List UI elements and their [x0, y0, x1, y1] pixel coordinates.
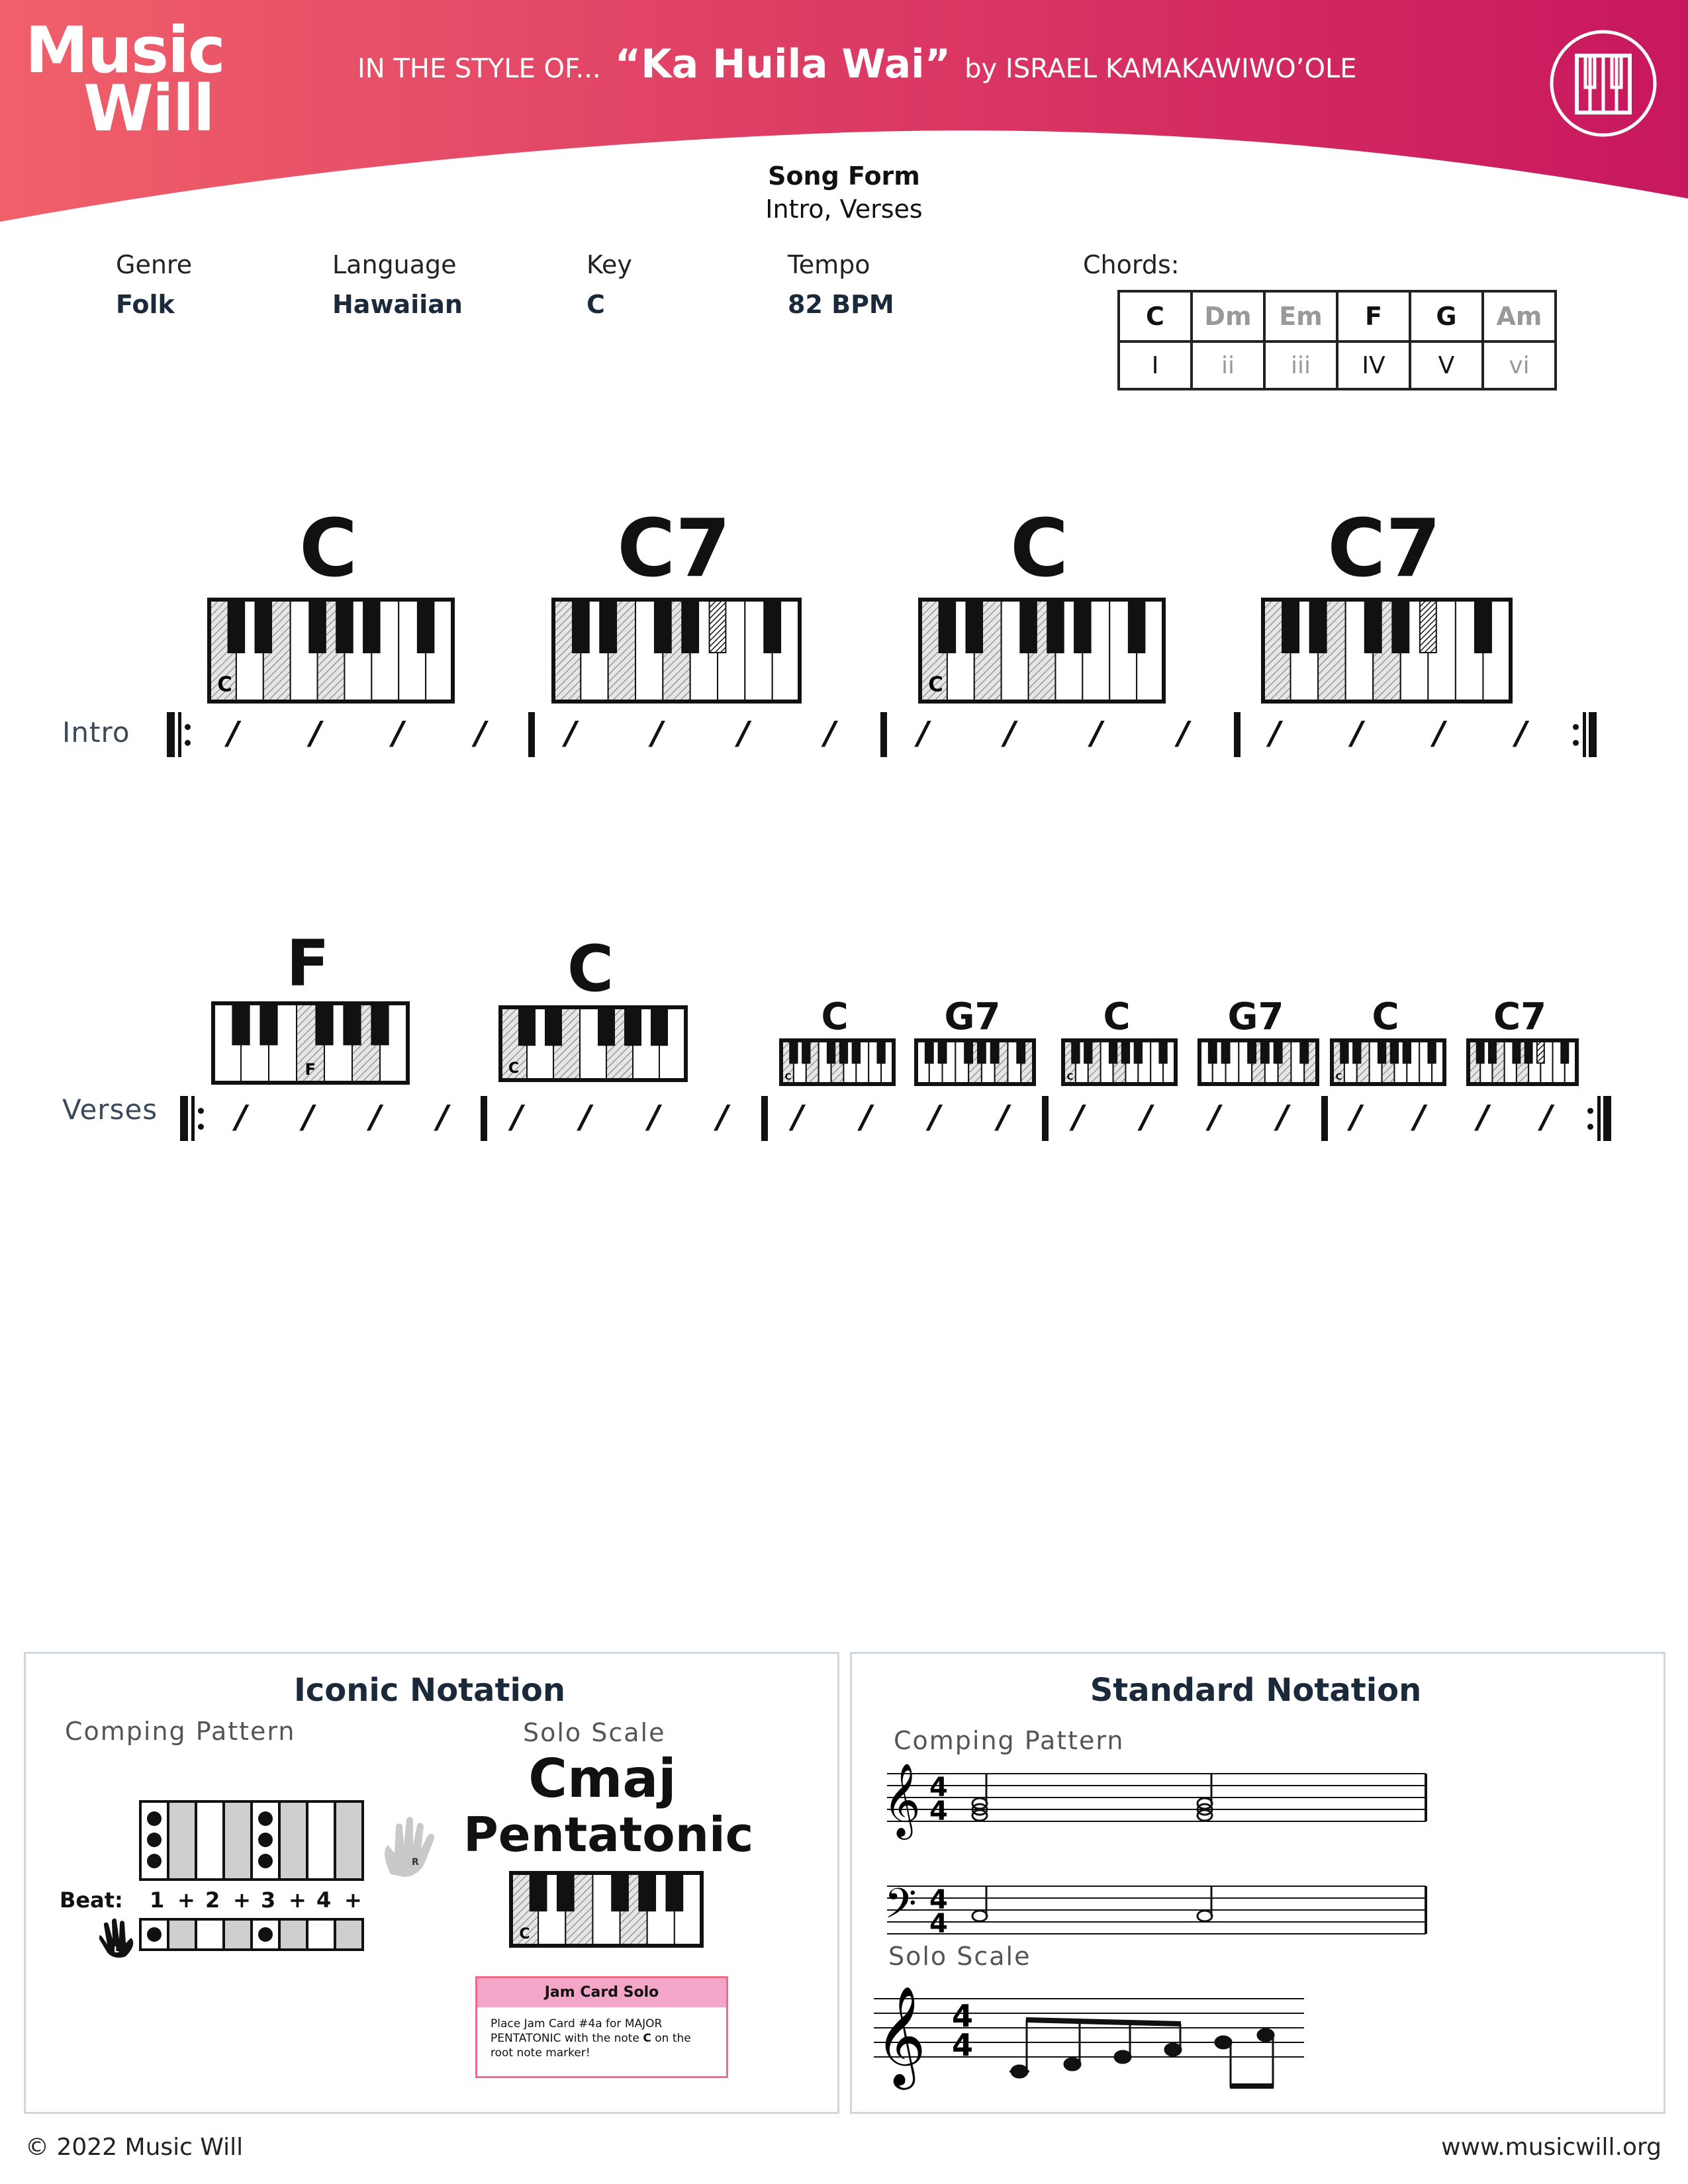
jam-text-2: PENTATONIC with the note — [491, 2032, 639, 2045]
jam-text-4: root note marker! — [491, 2046, 590, 2060]
black-key — [363, 600, 380, 653]
beat-slash: / — [1141, 1099, 1152, 1136]
root-note-label: F — [305, 1060, 316, 1079]
iconic-comping-label: Comping Pattern — [65, 1717, 296, 1746]
degree-cell: ii — [1192, 341, 1264, 389]
root-note-label: C — [519, 1926, 530, 1942]
black-key — [371, 1003, 388, 1044]
root-note-label: C — [1066, 1072, 1074, 1083]
beat-slash: / — [997, 1099, 1009, 1136]
note-dot — [147, 1854, 162, 1868]
jam-card-title: Jam Card Solo — [477, 1978, 726, 2007]
bass-clef-icon: 𝄢 — [884, 1879, 917, 1938]
black-key — [1420, 600, 1436, 653]
beat-count: 1 — [150, 1888, 165, 1913]
chords-label: Chords: — [1083, 250, 1180, 279]
scale-name-line1: Cmaj — [528, 1748, 677, 1809]
time-sig-top-bass: 4 — [929, 1885, 948, 1915]
left-hand-pattern — [139, 1918, 373, 1952]
tempo-label: Tempo — [788, 250, 870, 279]
artist-name: by ISRAEL KAMAKAWIWO’OLE — [964, 54, 1357, 84]
black-key — [573, 600, 589, 653]
beat-slash: / — [1515, 715, 1527, 752]
black-key — [1047, 600, 1064, 653]
beat-slash: / — [737, 715, 750, 752]
beat-slash: / — [1209, 1099, 1221, 1136]
chord-name: C — [1103, 995, 1131, 1038]
black-key — [1274, 1040, 1282, 1063]
keyboard-icon — [1549, 29, 1658, 138]
chord-name: C — [299, 503, 358, 595]
black-key — [710, 600, 726, 653]
info-genre — [116, 250, 192, 319]
root-note-label: C — [1335, 1072, 1342, 1083]
root-note-label: C — [784, 1072, 792, 1083]
black-key — [1428, 1040, 1435, 1063]
solo-time-top: 4 — [952, 1998, 974, 2034]
left-hand-letter: L — [114, 1945, 119, 1954]
note-dot — [258, 1927, 273, 1942]
black-key — [1525, 1040, 1532, 1063]
beat-slash: / — [648, 1099, 660, 1136]
black-key — [1248, 1040, 1256, 1063]
beat-slash: / — [929, 1099, 941, 1136]
chord-keyboard — [917, 597, 1166, 704]
black-key — [256, 600, 272, 653]
black-key — [545, 1007, 561, 1045]
chord-keyboard — [1466, 1038, 1579, 1087]
beat-slash: / — [511, 1099, 523, 1136]
copyright: © 2022 Music Will — [25, 2134, 244, 2161]
song-form-heading: Song Form — [768, 161, 920, 191]
beat-box — [335, 1801, 363, 1880]
root-note-label: C — [928, 672, 943, 697]
chord-keyboard — [508, 1870, 704, 1948]
chord-keyboard — [1260, 597, 1513, 704]
beat-box — [307, 1801, 335, 1880]
chord-keyboard — [1197, 1038, 1320, 1087]
beat-box — [279, 1801, 307, 1880]
beat-slash: / — [1177, 715, 1190, 752]
black-key — [1282, 600, 1299, 653]
degree-cell: V — [1410, 341, 1483, 389]
beat-count: + — [344, 1888, 362, 1913]
chord-name: G7 — [1227, 995, 1284, 1038]
black-key — [1159, 1040, 1166, 1063]
black-key — [1310, 600, 1327, 653]
barline — [1042, 1096, 1049, 1141]
root-note-label: C — [508, 1060, 520, 1077]
degree-cell: I — [1119, 341, 1192, 389]
beat-label: Beat: — [60, 1888, 123, 1913]
beat-box — [279, 1919, 307, 1950]
beat-slash: / — [392, 715, 404, 752]
song-title: “Ka Huila Wai” — [614, 41, 951, 87]
barline — [481, 1096, 487, 1141]
beat-slash: / — [1540, 1099, 1553, 1136]
jam-text-1: Place Jam Card #4a for MAJOR — [491, 2017, 663, 2030]
note-dot — [258, 1833, 273, 1847]
solo-scale-staff — [867, 1972, 1311, 2098]
chord-name: C — [1009, 503, 1069, 595]
black-key — [1403, 1040, 1411, 1063]
chord-keyboard — [1060, 1038, 1178, 1087]
beat-slash: / — [860, 1099, 872, 1136]
beat-count: + — [289, 1888, 306, 1913]
beat-slash: / — [1351, 715, 1363, 752]
black-key — [309, 600, 326, 653]
black-key — [344, 1003, 360, 1044]
beat-slash: / — [651, 715, 663, 752]
black-key — [939, 600, 956, 653]
black-key — [557, 1873, 574, 1911]
beat-box — [224, 1801, 252, 1880]
music-will-logo[interactable] — [25, 13, 224, 146]
logo-text-2: Will — [83, 71, 214, 146]
beat-slash: / — [227, 715, 240, 752]
genre-label: Genre — [116, 250, 193, 279]
beat-slash: / — [917, 715, 929, 752]
barline — [1234, 712, 1241, 757]
note-dot — [258, 1854, 273, 1868]
note-dot — [147, 1811, 162, 1826]
comping-staff — [874, 1760, 1443, 1939]
beat-slash: / — [1413, 1099, 1426, 1136]
info-language — [332, 250, 463, 319]
black-key — [1084, 1040, 1092, 1063]
beat-slash: / — [1277, 1099, 1289, 1136]
website-link[interactable]: www.musicwill.org — [1441, 2134, 1662, 2161]
black-key — [978, 1040, 986, 1063]
beat-slash: / — [303, 1099, 314, 1136]
scale-notes — [1009, 2020, 1274, 2087]
beat-slash: / — [1350, 1099, 1362, 1136]
beat-count: 2 — [205, 1888, 220, 1913]
black-key — [1129, 600, 1145, 653]
black-key — [625, 1007, 641, 1045]
black-key — [1340, 1040, 1348, 1063]
black-key — [336, 600, 353, 653]
black-key — [1537, 1040, 1544, 1063]
chord-cell: C — [1119, 291, 1192, 341]
beat-box — [168, 1801, 196, 1880]
note-dot — [258, 1811, 273, 1826]
black-key — [232, 1003, 249, 1044]
genre-value: Folk — [116, 290, 175, 319]
beat-slash: / — [475, 715, 487, 752]
beat-count: + — [233, 1888, 251, 1913]
black-key — [964, 1040, 972, 1063]
black-key — [853, 1040, 860, 1063]
black-key — [1513, 1040, 1520, 1063]
info-key — [586, 250, 632, 319]
jam-note: C — [643, 2032, 651, 2045]
black-key — [1261, 1040, 1269, 1063]
logo-text-1: Music — [25, 13, 224, 87]
black-key — [612, 1873, 628, 1911]
beat-slash: / — [579, 1099, 592, 1136]
beat-slash: / — [565, 715, 577, 752]
black-key — [991, 1040, 999, 1063]
beat-slash: / — [310, 715, 322, 752]
language-label: Language — [332, 250, 457, 279]
black-key — [1475, 600, 1491, 653]
bass-note-1 — [972, 1886, 987, 1921]
tempo-value: 82 BPM — [788, 290, 894, 319]
right-hand-icon — [377, 1813, 437, 1880]
beat-count: 4 — [316, 1888, 332, 1913]
black-key — [1209, 1040, 1217, 1063]
verses-label: Verses — [62, 1093, 158, 1126]
black-key — [1561, 1040, 1568, 1063]
black-key — [598, 1007, 614, 1045]
beat-slash: / — [235, 1099, 248, 1136]
black-key — [519, 1007, 535, 1045]
degree-cell: iii — [1264, 341, 1337, 389]
beat-counts — [143, 1888, 368, 1914]
solo-scale-name — [463, 1748, 754, 1862]
beat-box — [196, 1801, 224, 1880]
barline — [528, 712, 535, 757]
black-key — [1017, 1040, 1025, 1063]
beat-box — [196, 1919, 224, 1950]
chord-name: C — [821, 995, 849, 1038]
chord-name: F — [286, 927, 330, 1001]
song-form — [0, 161, 1688, 224]
chord-cell: Am — [1483, 291, 1556, 341]
chord-name: G7 — [944, 995, 1001, 1038]
chord-keyboard — [778, 1038, 896, 1087]
key-value: C — [586, 290, 605, 319]
chord-keyboard — [1329, 1038, 1447, 1087]
black-key — [840, 1040, 847, 1063]
chord-name: C — [567, 932, 614, 1006]
black-key — [939, 1040, 947, 1063]
beat-slash: / — [369, 1099, 382, 1136]
left-hand-icon — [99, 1918, 139, 1958]
black-key — [1477, 1040, 1484, 1063]
chord-cell: F — [1337, 291, 1410, 341]
iconic-notation-title: Iconic Notation — [293, 1672, 566, 1709]
chords-table — [1117, 290, 1557, 390]
beat-slash: / — [1090, 715, 1103, 752]
black-key — [1489, 1040, 1496, 1063]
beam — [1026, 2017, 1181, 2026]
black-key — [1391, 1040, 1398, 1063]
beat-slash: / — [792, 1099, 804, 1136]
note-dot — [147, 1833, 162, 1847]
beat-box — [307, 1919, 335, 1950]
black-key — [651, 1007, 667, 1045]
black-key — [1353, 1040, 1360, 1063]
chord-cell: G — [1410, 291, 1483, 341]
standard-notation-title: Standard Notation — [1090, 1672, 1422, 1709]
beat-slash: / — [1433, 715, 1445, 752]
barline — [761, 1096, 768, 1141]
chord-name: C — [1372, 995, 1399, 1038]
chord-cell: Dm — [1192, 291, 1264, 341]
beam — [1230, 2083, 1274, 2089]
solo-time-bottom: 4 — [952, 2027, 974, 2063]
beat-slash: / — [1004, 715, 1016, 752]
chord-keyboard — [207, 597, 455, 704]
right-hand-letter: R — [412, 1857, 419, 1868]
black-key — [655, 600, 671, 653]
black-key — [966, 600, 983, 653]
black-key — [1300, 1040, 1308, 1063]
treble-clef-icon: 𝄞 — [875, 1985, 926, 2085]
black-key — [228, 600, 245, 653]
barline — [1321, 1096, 1328, 1141]
black-key — [1072, 1040, 1079, 1063]
black-key — [682, 600, 698, 653]
note-dot — [147, 1927, 162, 1942]
black-key — [418, 600, 434, 653]
black-key — [925, 1040, 933, 1063]
standard-solo-label: Solo Scale — [888, 1942, 1031, 1971]
jam-text-3: on the — [655, 2032, 691, 2045]
black-key — [1109, 1040, 1117, 1063]
title-prefix: IN THE STYLE OF... — [357, 54, 601, 84]
key-label: Key — [586, 250, 632, 279]
intro-label: Intro — [62, 716, 130, 749]
black-key — [316, 1003, 332, 1044]
beat-box — [335, 1919, 363, 1950]
beat-slash: / — [716, 1099, 729, 1136]
black-key — [877, 1040, 884, 1063]
chord-keyboard — [551, 597, 802, 704]
chord-keyboard — [498, 1005, 688, 1083]
jam-card-text — [477, 2007, 726, 2070]
song-title-line — [357, 41, 1357, 87]
black-key — [530, 1873, 547, 1911]
beat-slash: / — [1269, 715, 1281, 752]
barline — [880, 712, 887, 757]
black-key — [1135, 1040, 1142, 1063]
chord-name: C7 — [1327, 503, 1441, 595]
beat-box — [168, 1919, 196, 1950]
chord-cell: Em — [1264, 291, 1337, 341]
iconic-solo-label: Solo Scale — [523, 1718, 666, 1747]
standard-comping-label: Comping Pattern — [894, 1726, 1125, 1755]
black-key — [764, 600, 780, 653]
black-key — [1392, 600, 1409, 653]
black-key — [1020, 600, 1037, 653]
bass-note-2 — [1197, 1886, 1212, 1921]
black-key — [1222, 1040, 1230, 1063]
beat-box — [224, 1919, 252, 1950]
beat-slash: / — [1477, 1099, 1489, 1136]
degree-cell: vi — [1483, 341, 1556, 389]
time-sig-bottom: 4 — [929, 1796, 948, 1827]
chord-name: C7 — [617, 503, 731, 595]
chord-name: C7 — [1493, 995, 1547, 1038]
black-key — [790, 1040, 797, 1063]
chord-keyboard — [914, 1038, 1037, 1087]
info-tempo — [788, 250, 894, 319]
black-key — [1074, 600, 1091, 653]
black-key — [667, 1873, 683, 1911]
beat-count: + — [177, 1888, 195, 1913]
song-form-value: Intro, Verses — [765, 195, 923, 224]
root-note-label: C — [217, 672, 232, 697]
jam-card — [475, 1976, 728, 2078]
beat-slash: / — [437, 1099, 449, 1136]
black-key — [1365, 600, 1382, 653]
black-key — [802, 1040, 810, 1063]
time-sig-top: 4 — [929, 1772, 948, 1803]
scale-name-line2: Pentatonic — [463, 1807, 754, 1862]
degree-cell: IV — [1337, 341, 1410, 389]
black-key — [827, 1040, 835, 1063]
beat-slash: / — [824, 715, 836, 752]
language-value: Hawaiian — [332, 290, 463, 319]
black-key — [639, 1873, 655, 1911]
black-key — [1122, 1040, 1129, 1063]
beat-slash: / — [1072, 1099, 1084, 1136]
black-key — [260, 1003, 277, 1044]
chord-keyboard — [211, 1001, 410, 1085]
treble-clef-icon: 𝄞 — [883, 1762, 921, 1837]
black-key — [1378, 1040, 1385, 1063]
beat-count: 3 — [261, 1888, 276, 1913]
black-key — [600, 600, 616, 653]
right-hand-pattern — [139, 1800, 373, 1884]
time-sig-bottom-bass: 4 — [929, 1909, 948, 1939]
